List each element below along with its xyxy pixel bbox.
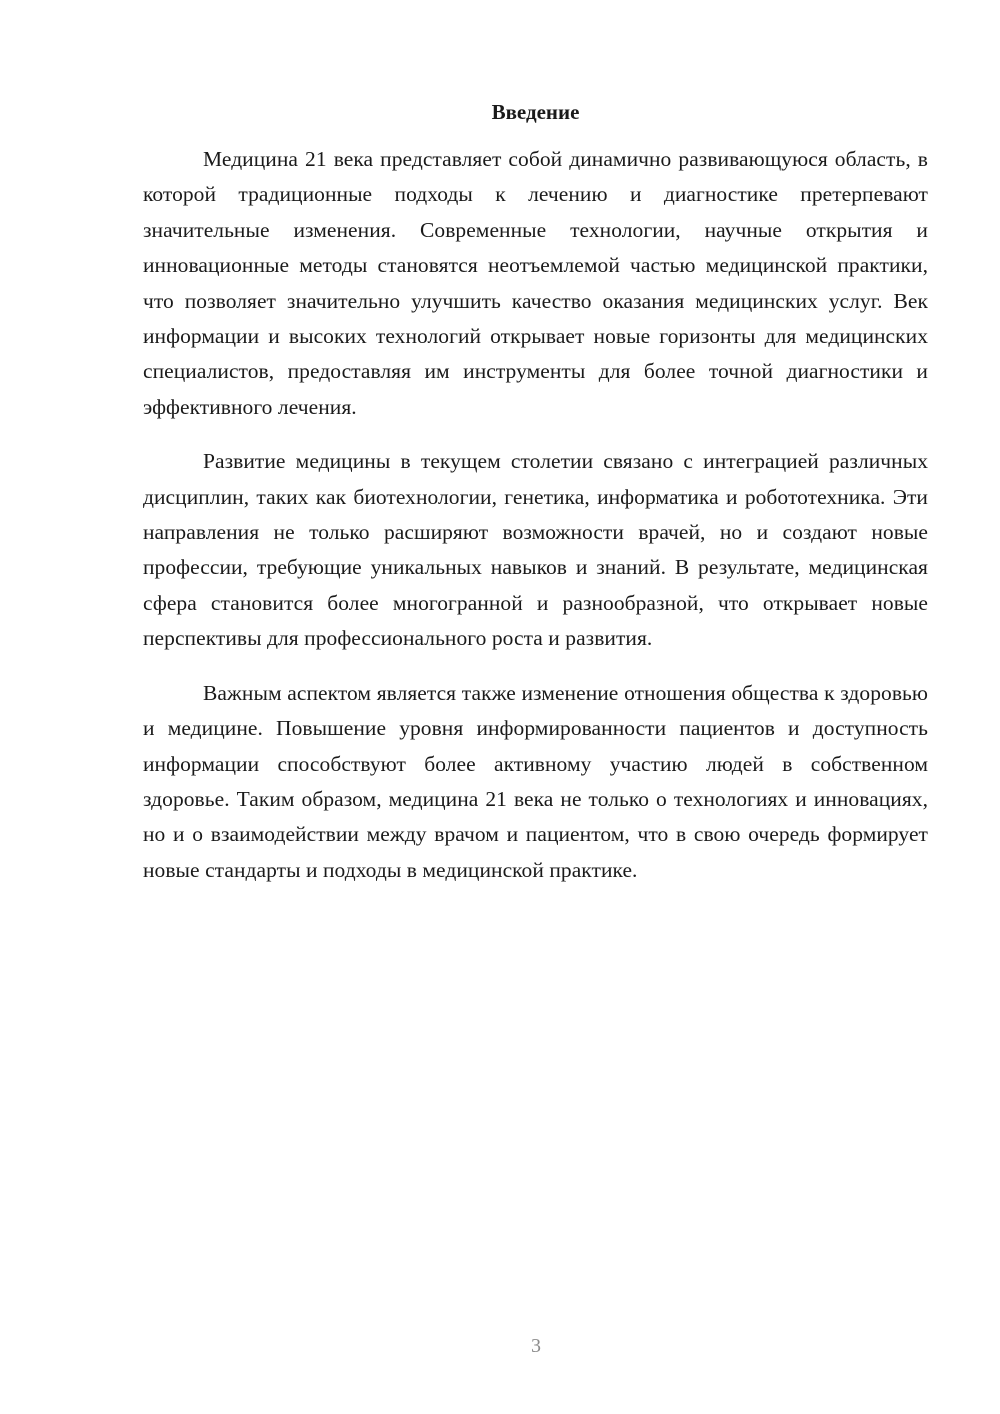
section-heading: Введение [491, 100, 580, 124]
paragraph: Медицина 21 века представляет собой динамично развивающуюся область, в которой традиционные подходы к лечению и диагностике претерпевают значительные изменения. Современные технологии, научные открытия и инновационные методы становятся неотъемлемой частью медицинской практики, что позволяет значительно улучшить качество оказания медицинских услуг. Век информации и высоких технологий открывает новые горизонты для медицинских специалистов, предоставляя им инструменты для более точной диагностики и эффективного лечения. [143, 147, 928, 419]
page-number: 3 [531, 1335, 541, 1357]
paragraph: Важным аспектом является также изменение отношения общества к здоровью и медицине. Повышение уровня информированности пациентов и доступность информации способствуют более активному участию людей в собственном здоровье. Таким образом, медицина 21 века не только о технологиях и инновациях, но и о взаимодействии между врачом и пациентом, что в свою очередь формирует новые стандарты и подходы в медицинской практике. [143, 680, 928, 882]
body-text [143, 142, 928, 907]
paragraph: Развитие медицины в текущем столетии связано с интеграцией различных дисциплин, таких как биотехнологии, генетика, информатика и робототехника. Эти направления не только расширяют возможности врачей, но и создают новые профессии, требующие уникальных навыков и знаний. В результате, медицинская сфера становится более многогранной и разнообразной, что открывает новые перспективы для профессионального роста и развития. [143, 449, 928, 651]
